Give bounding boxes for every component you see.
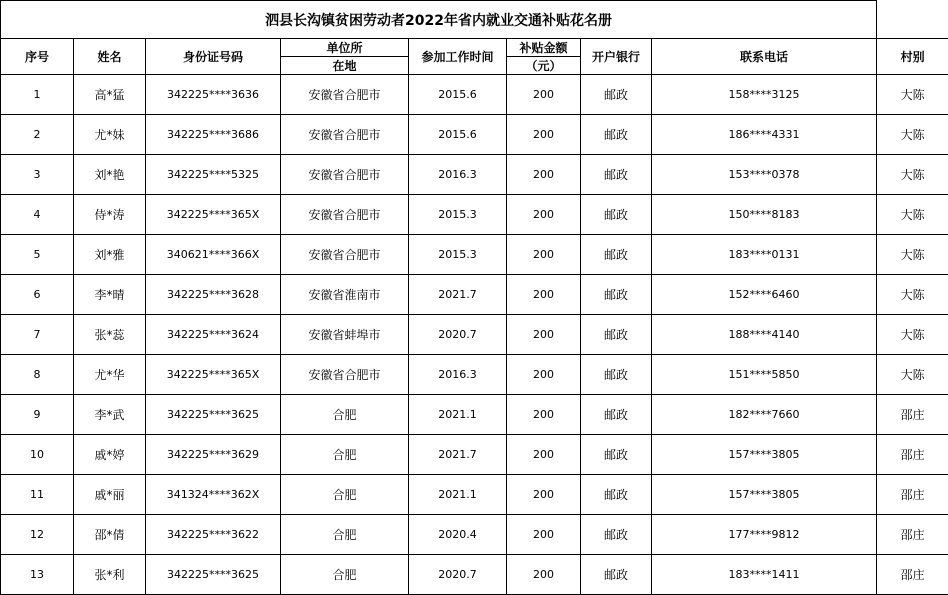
title-blank-cell bbox=[877, 1, 948, 39]
cell-date: 2015.3 bbox=[409, 195, 507, 235]
cell-phone: 183****1411 bbox=[652, 555, 877, 595]
cell-bank: 邮政 bbox=[581, 515, 652, 555]
cell-id: 342225****3622 bbox=[146, 515, 281, 555]
cell-date: 2020.7 bbox=[409, 555, 507, 595]
cell-id: 342225****365X bbox=[146, 355, 281, 395]
table-row bbox=[1, 195, 948, 235]
cell-amount: 200 bbox=[507, 235, 581, 275]
cell-seq: 8 bbox=[1, 355, 74, 395]
cell-seq: 11 bbox=[1, 475, 74, 515]
cell-seq: 3 bbox=[1, 155, 74, 195]
cell-seq: 2 bbox=[1, 115, 74, 155]
header-phone: 联系电话 bbox=[652, 39, 877, 75]
cell-seq: 4 bbox=[1, 195, 74, 235]
cell-unit: 安徽省合肥市 bbox=[281, 155, 409, 195]
cell-date: 2020.4 bbox=[409, 515, 507, 555]
header-amount-top: 补贴金额 bbox=[507, 39, 581, 57]
cell-bank: 邮政 bbox=[581, 315, 652, 355]
cell-phone: 157****3805 bbox=[652, 475, 877, 515]
cell-phone: 151****5850 bbox=[652, 355, 877, 395]
cell-date: 2016.3 bbox=[409, 355, 507, 395]
header-seq: 序号 bbox=[1, 39, 74, 75]
cell-bank: 邮政 bbox=[581, 435, 652, 475]
cell-id: 340621****366X bbox=[146, 235, 281, 275]
cell-name: 张*蕊 bbox=[74, 315, 146, 355]
cell-phone: 153****0378 bbox=[652, 155, 877, 195]
cell-bank: 邮政 bbox=[581, 195, 652, 235]
cell-id: 341324****362X bbox=[146, 475, 281, 515]
cell-name: 侍*涛 bbox=[74, 195, 146, 235]
cell-unit: 安徽省蚌埠市 bbox=[281, 315, 409, 355]
cell-name: 刘*艳 bbox=[74, 155, 146, 195]
cell-unit: 安徽省合肥市 bbox=[281, 195, 409, 235]
page-title: 泗县长沟镇贫困劳动者2022年省内就业交通补贴花名册 bbox=[1, 1, 877, 39]
cell-village: 大陈 bbox=[877, 155, 948, 195]
cell-amount: 200 bbox=[507, 515, 581, 555]
cell-bank: 邮政 bbox=[581, 355, 652, 395]
cell-id: 342225****3686 bbox=[146, 115, 281, 155]
cell-name: 张*利 bbox=[74, 555, 146, 595]
cell-date: 2020.7 bbox=[409, 315, 507, 355]
cell-village: 大陈 bbox=[877, 275, 948, 315]
cell-id: 342225****3625 bbox=[146, 555, 281, 595]
cell-phone: 182****7660 bbox=[652, 395, 877, 435]
cell-village: 邵庄 bbox=[877, 435, 948, 475]
cell-unit: 合肥 bbox=[281, 515, 409, 555]
cell-bank: 邮政 bbox=[581, 75, 652, 115]
cell-amount: 200 bbox=[507, 195, 581, 235]
cell-village: 大陈 bbox=[877, 315, 948, 355]
cell-phone: 186****4331 bbox=[652, 115, 877, 155]
cell-phone: 177****9812 bbox=[652, 515, 877, 555]
table-row bbox=[1, 275, 948, 315]
cell-name: 李*晴 bbox=[74, 275, 146, 315]
cell-name: 李*武 bbox=[74, 395, 146, 435]
header-village: 村别 bbox=[877, 39, 948, 75]
cell-unit: 合肥 bbox=[281, 395, 409, 435]
cell-id: 342225****3636 bbox=[146, 75, 281, 115]
cell-name: 尤*妹 bbox=[74, 115, 146, 155]
cell-amount: 200 bbox=[507, 275, 581, 315]
cell-village: 大陈 bbox=[877, 355, 948, 395]
table-row bbox=[1, 515, 948, 555]
header-unit-bottom: 在地 bbox=[281, 57, 409, 75]
cell-name: 高*猛 bbox=[74, 75, 146, 115]
cell-village: 大陈 bbox=[877, 195, 948, 235]
table-row bbox=[1, 475, 948, 515]
cell-date: 2021.1 bbox=[409, 475, 507, 515]
cell-id: 342225****3629 bbox=[146, 435, 281, 475]
cell-bank: 邮政 bbox=[581, 115, 652, 155]
cell-village: 大陈 bbox=[877, 75, 948, 115]
cell-unit: 合肥 bbox=[281, 435, 409, 475]
table-row bbox=[1, 315, 948, 355]
cell-phone: 158****3125 bbox=[652, 75, 877, 115]
cell-unit: 安徽省合肥市 bbox=[281, 115, 409, 155]
cell-phone: 157****3805 bbox=[652, 435, 877, 475]
cell-name: 戚*婷 bbox=[74, 435, 146, 475]
cell-date: 2016.3 bbox=[409, 155, 507, 195]
header-amount-bottom: （元） bbox=[507, 57, 581, 75]
cell-bank: 邮政 bbox=[581, 555, 652, 595]
cell-unit: 安徽省淮南市 bbox=[281, 275, 409, 315]
cell-unit: 合肥 bbox=[281, 555, 409, 595]
cell-id: 342225****3624 bbox=[146, 315, 281, 355]
cell-seq: 1 bbox=[1, 75, 74, 115]
cell-date: 2015.6 bbox=[409, 115, 507, 155]
cell-seq: 6 bbox=[1, 275, 74, 315]
cell-unit: 安徽省合肥市 bbox=[281, 235, 409, 275]
cell-seq: 12 bbox=[1, 515, 74, 555]
cell-id: 342225****5325 bbox=[146, 155, 281, 195]
cell-phone: 188****4140 bbox=[652, 315, 877, 355]
cell-amount: 200 bbox=[507, 75, 581, 115]
cell-amount: 200 bbox=[507, 315, 581, 355]
header-unit-top: 单位所 bbox=[281, 39, 409, 57]
cell-amount: 200 bbox=[507, 555, 581, 595]
cell-seq: 10 bbox=[1, 435, 74, 475]
header-bank: 开户银行 bbox=[581, 39, 652, 75]
header-id: 身份证号码 bbox=[146, 39, 281, 75]
cell-bank: 邮政 bbox=[581, 235, 652, 275]
table-row bbox=[1, 75, 948, 115]
cell-amount: 200 bbox=[507, 355, 581, 395]
cell-village: 大陈 bbox=[877, 235, 948, 275]
cell-date: 2015.3 bbox=[409, 235, 507, 275]
cell-name: 戚*丽 bbox=[74, 475, 146, 515]
cell-bank: 邮政 bbox=[581, 155, 652, 195]
cell-phone: 183****0131 bbox=[652, 235, 877, 275]
cell-unit: 合肥 bbox=[281, 475, 409, 515]
cell-bank: 邮政 bbox=[581, 475, 652, 515]
table-row bbox=[1, 435, 948, 475]
cell-village: 邵庄 bbox=[877, 555, 948, 595]
header-start-date: 参加工作时间 bbox=[409, 39, 507, 75]
cell-date: 2015.6 bbox=[409, 75, 507, 115]
cell-village: 大陈 bbox=[877, 115, 948, 155]
cell-amount: 200 bbox=[507, 395, 581, 435]
cell-amount: 200 bbox=[507, 115, 581, 155]
cell-seq: 7 bbox=[1, 315, 74, 355]
table-row bbox=[1, 115, 948, 155]
table-row bbox=[1, 395, 948, 435]
cell-phone: 150****8183 bbox=[652, 195, 877, 235]
cell-amount: 200 bbox=[507, 435, 581, 475]
cell-date: 2021.7 bbox=[409, 275, 507, 315]
cell-unit: 安徽省合肥市 bbox=[281, 355, 409, 395]
cell-date: 2021.7 bbox=[409, 435, 507, 475]
cell-name: 邵*倩 bbox=[74, 515, 146, 555]
cell-unit: 安徽省合肥市 bbox=[281, 75, 409, 115]
table-row bbox=[1, 355, 948, 395]
cell-amount: 200 bbox=[507, 155, 581, 195]
table-row bbox=[1, 235, 948, 275]
cell-date: 2021.1 bbox=[409, 395, 507, 435]
cell-village: 邵庄 bbox=[877, 475, 948, 515]
table-row bbox=[1, 155, 948, 195]
cell-village: 邵庄 bbox=[877, 395, 948, 435]
cell-village: 邵庄 bbox=[877, 515, 948, 555]
cell-name: 刘*雅 bbox=[74, 235, 146, 275]
cell-bank: 邮政 bbox=[581, 275, 652, 315]
table-row bbox=[1, 555, 948, 595]
cell-seq: 5 bbox=[1, 235, 74, 275]
cell-bank: 邮政 bbox=[581, 395, 652, 435]
cell-seq: 9 bbox=[1, 395, 74, 435]
cell-seq: 13 bbox=[1, 555, 74, 595]
cell-id: 342225****3625 bbox=[146, 395, 281, 435]
cell-amount: 200 bbox=[507, 475, 581, 515]
cell-name: 尤*华 bbox=[74, 355, 146, 395]
cell-phone: 152****6460 bbox=[652, 275, 877, 315]
header-name: 姓名 bbox=[74, 39, 146, 75]
cell-id: 342225****3628 bbox=[146, 275, 281, 315]
cell-id: 342225****365X bbox=[146, 195, 281, 235]
